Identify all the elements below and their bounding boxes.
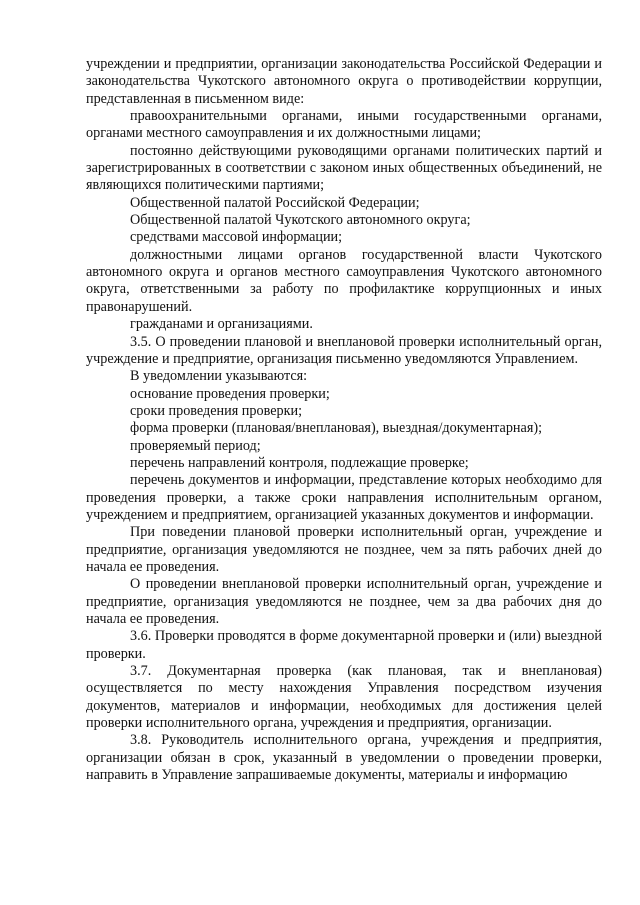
paragraph: В уведомлении указываются: — [130, 368, 308, 385]
paragraph: учреждении и предприятии, организации законодательства Российской Федерации и законодательства Чукотского автономного округа о противодействии коррупции, представленная в письменном виде: — [86, 56, 602, 107]
paragraph: средствами массовой информации; — [130, 229, 343, 246]
paragraph: основание проведения проверки; — [130, 385, 330, 402]
paragraph: перечень направлений контроля, подлежащие проверке; — [130, 454, 469, 471]
paragraph: перечень документов и информации, представление которых необходимо для проведения проверки, а также сроки направления исполнительным органом, учреждением и предприятием, организацией указанных документов и информации. — [86, 472, 602, 523]
paragraph: должностными лицами органов государственной власти Чукотского автономного округа и органов местного самоуправления Чукотского автономного округа, ответственными за работу по профилактике коррупционных и иных правонарушений. — [86, 246, 602, 315]
paragraph: форма проверки (плановая/внеплановая), выездная/документарная); — [130, 420, 543, 437]
paragraph: постоянно действующими руководящими органами политических партий и зарегистрированных в соответствии с законом иных общественных объединений, не являющихся политическими партиями; — [86, 142, 602, 194]
paragraph: 3.8. Руководитель исполнительного органа, учреждения и предприятия, организации обязан в срок, указанный в уведомлении о проведении проверки, направить в Управление запрашиваемые документы, материалы и информацию — [86, 732, 602, 784]
paragraph: 3.6. Проверки проводятся в форме документарной проверки и (или) выездной проверки. — [86, 628, 602, 662]
paragraph: О проведении внеплановой проверки исполнительный орган, учреждение и предприятие, организация уведомляются не позднее, чем за два рабочих дня до начала ее проведения. — [86, 576, 602, 627]
paragraph: правоохранительными органами, иными государственными органами, органами местного самоуправления и их должностными лицами; — [86, 108, 602, 142]
paragraph: сроки проведения проверки; — [130, 402, 303, 419]
paragraph: Общественной палатой Чукотского автономного округа; — [130, 212, 471, 229]
paragraph: 3.5. О проведении плановой и внеплановой проверки исполнительный орган, учреждение и предприятие, организация письменно уведомляются Управлением. — [86, 333, 602, 367]
paragraph: гражданами и организациями. — [130, 316, 313, 333]
paragraph: Общественной палатой Российской Федерации; — [130, 194, 420, 211]
paragraph: 3.7. Документарная проверка (как плановая, так и внеплановая) осуществляется по месту нахождения Управления посредством изучения документов, материалов и информации, необходимых для достижения целей проверки исполнительного органа, учреждения и предприятия, организации. — [86, 663, 602, 732]
document-body — [86, 56, 602, 784]
paragraph: При поведении плановой проверки исполнительный орган, учреждение и предприятие, организация уведомляются не позднее, чем за пять рабочих дней до начала ее проведения. — [86, 524, 602, 575]
paragraph: проверяемый период; — [130, 437, 261, 454]
